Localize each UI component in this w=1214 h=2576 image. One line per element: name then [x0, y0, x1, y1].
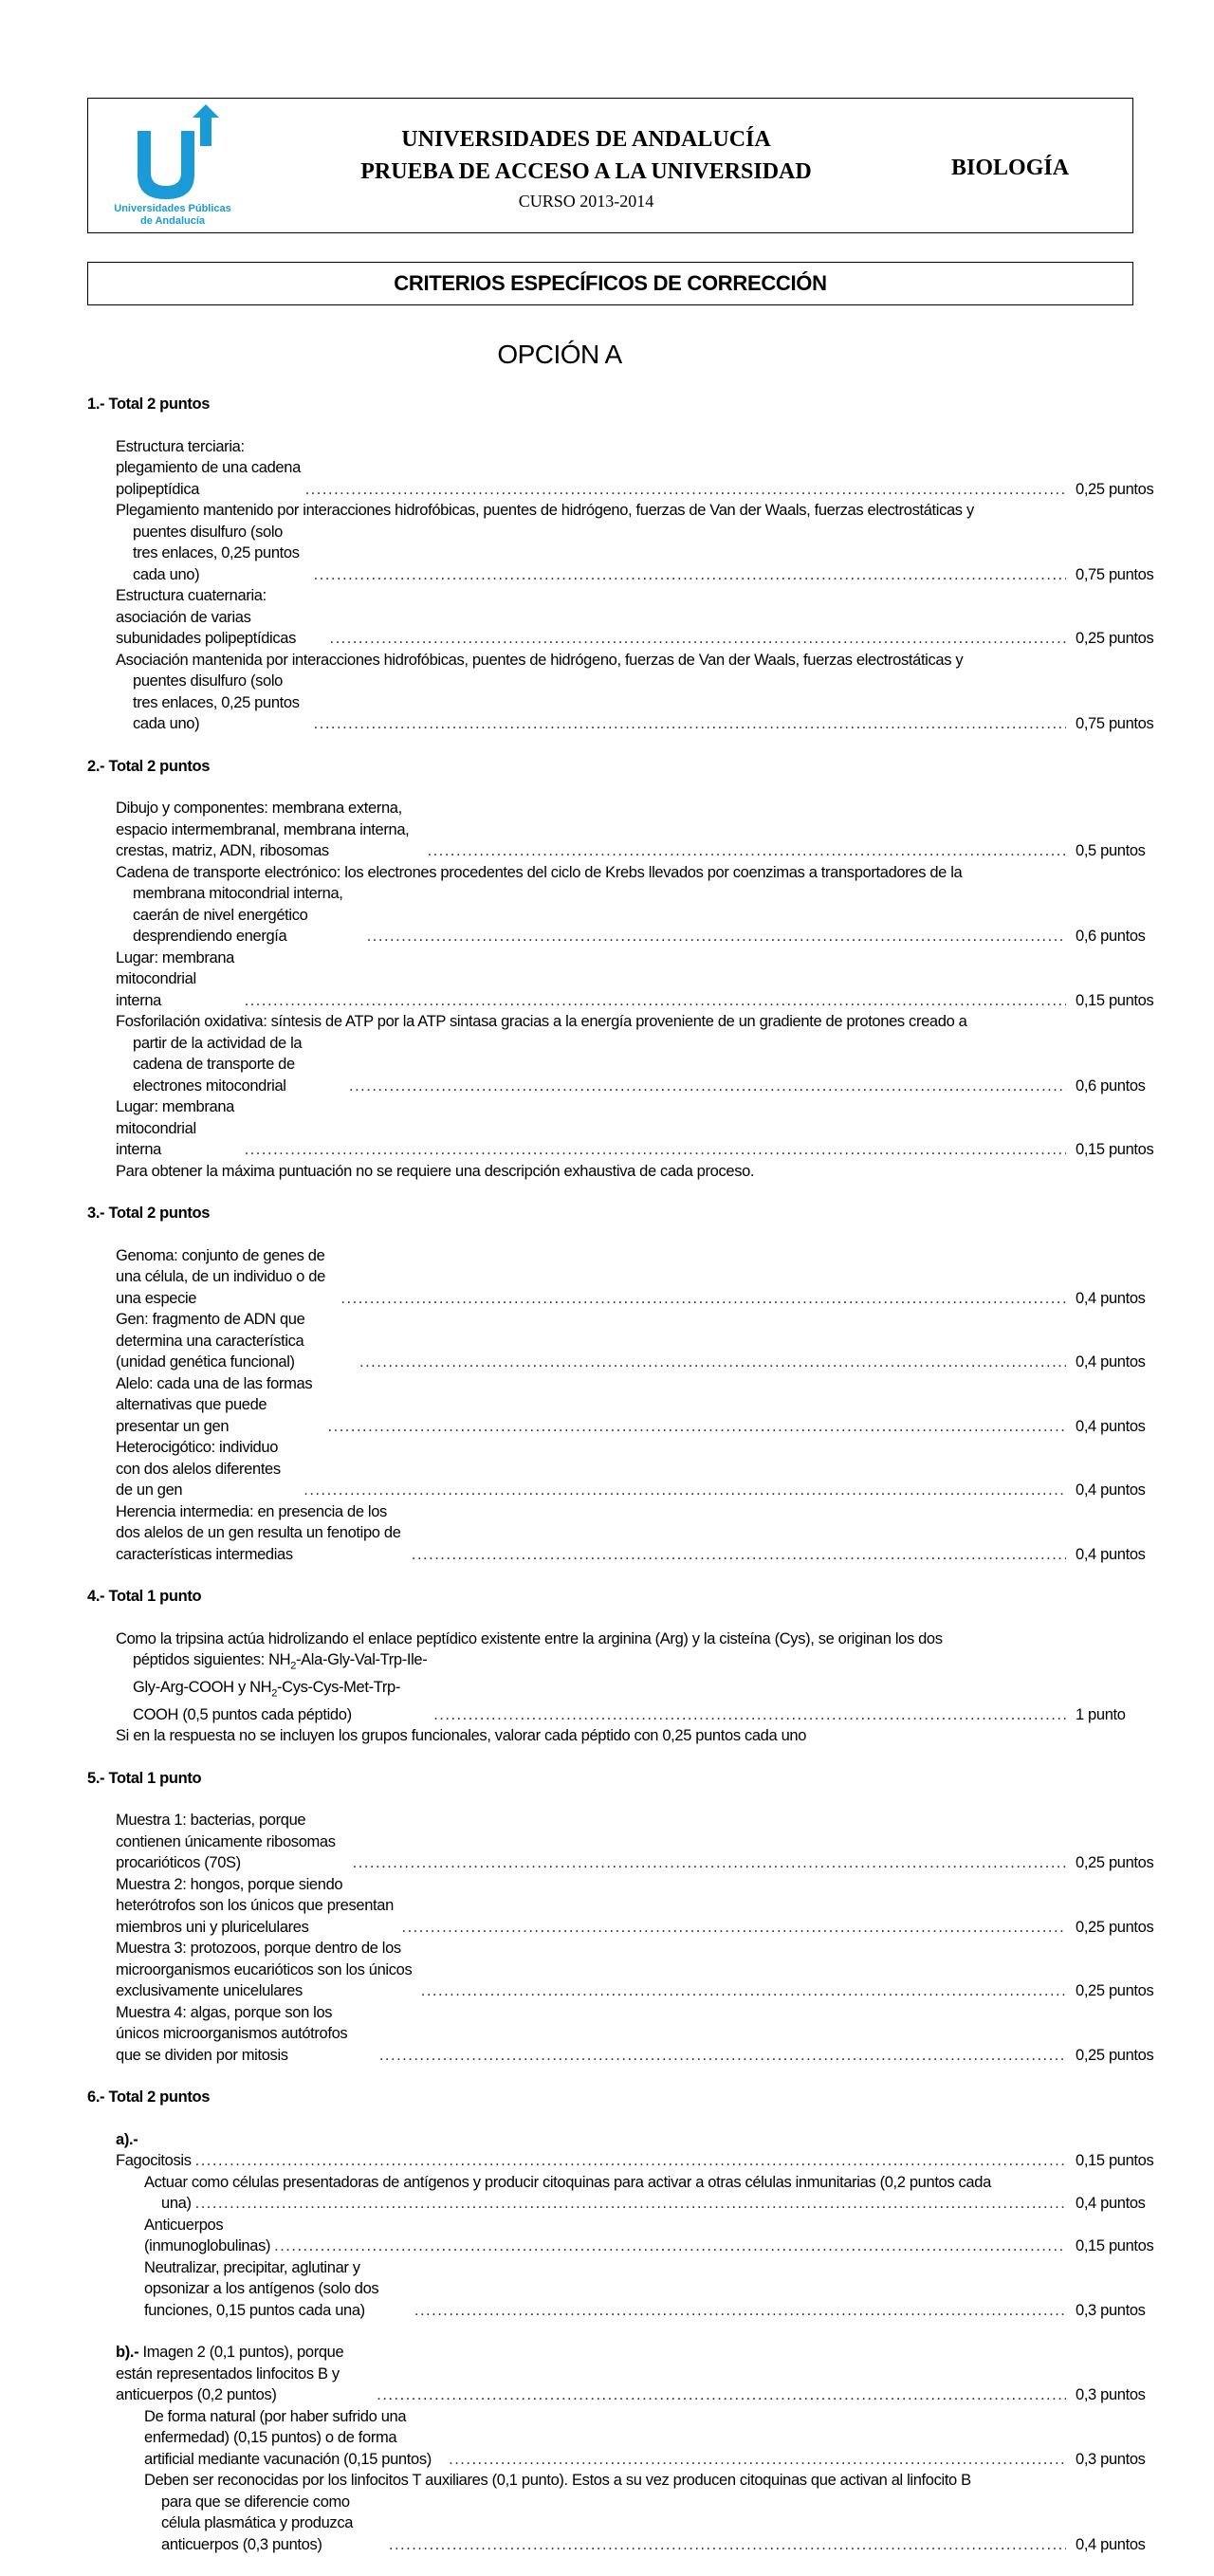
item-points: 0,6 puntos [1076, 928, 1146, 945]
item-points: 0,15 puntos [1076, 1141, 1154, 1158]
item-text: Imagen 2 (0,1 puntos), porque están representados linfocitos B y anticuerpos (0,2 puntos) [116, 2344, 344, 2404]
list-item [116, 1245, 1159, 1310]
item-points: 1 punto [1076, 1705, 1126, 1723]
item-text: Genoma: conjunto de genes de una célula, de un individuo o de una especie [116, 1246, 325, 1307]
item-points: 0,25 puntos [1076, 2046, 1154, 2064]
section-1-title: 1.- Total 2 puntos [87, 396, 211, 413]
section-3-title: 3.- Total 2 puntos [87, 1205, 211, 1222]
item-points: 0,75 puntos [1076, 715, 1154, 732]
item-text [133, 1649, 430, 1725]
section-5-items [116, 1810, 1159, 2066]
section-1-items [116, 436, 1159, 735]
dot-leader [379, 2045, 1066, 2067]
item-text: Herencia intermedia: en presencia de los dos alelos de un gen resulta un fenotipo de características intermedias [116, 1502, 401, 1563]
dot-leader [367, 926, 1066, 948]
dot-leader [401, 1917, 1066, 1939]
item-points: 0,4 puntos [1076, 1353, 1146, 1371]
dot-leader [314, 713, 1066, 735]
part-b-label: b).- [116, 2344, 139, 2362]
list-item [116, 2342, 1159, 2406]
option-title: OPCIÓN A [497, 340, 622, 369]
item-text: Plegamiento mantenido por interacciones hidrofóbicas, puentes de hidrógeno, fuerzas de Van der Waals, fuerzas electrostáticas y [116, 502, 974, 519]
dot-leader [245, 990, 1066, 1012]
item-points: 0,25 puntos [1076, 1982, 1154, 2000]
item-text: Lugar: membrana mitocondrial interna [116, 948, 234, 1009]
item-text: Cadena de transporte electrónico: los electrones procedentes del ciclo de Krebs llevados por coenzimas a transportadores de la [116, 863, 963, 881]
item-text: puentes disulfuro (solo tres enlaces, 0,25 puntos cada uno) [133, 672, 300, 732]
item-text: Muestra 3: protozoos, porque dentro de los microorganismos eucarióticos son los únicos exclusivamente unicelulares [116, 1940, 413, 2000]
item-text: Gen: fragmento de ADN que determina una característica (unidad genética funcional) [116, 1311, 305, 1371]
section-6-items [116, 2129, 1159, 2556]
item-points: 0,6 puntos [1076, 1076, 1146, 1095]
item-text: Anticuerpos (inmunoglobulinas) [144, 2216, 271, 2255]
item-text [116, 2129, 192, 2172]
peptide-1-body: -Ala-Gly-Val-Trp-Ile-Gly-Arg-COOH y NH [133, 1651, 428, 1696]
list-item [116, 522, 1159, 586]
item-text: Actuar como células presentadoras de antígenos y producir citoquinas para activar a otras células inmunitarias (0,2 puntos cada [144, 2173, 991, 2191]
item-text: Dibujo y componentes: membrana externa, espacio intermembranal, membrana interna, crestas, matriz, ADN, ribosomas [116, 800, 410, 859]
item-text: Muestra 2: hongos, porque siendo heterótrofos son los únicos que presentan miembros uni y pluricelulares [116, 1875, 394, 1936]
item-text: Heterocigótico: individuo con dos alelos diferentes de un gen [116, 1439, 281, 1499]
dot-leader [305, 479, 1066, 501]
item-points: 0,4 puntos [1076, 2535, 1146, 2553]
list-item [116, 1309, 1159, 1373]
dot-leader [328, 1416, 1066, 1438]
logo-caption-line2: de Andalucía [139, 215, 206, 227]
spacer [116, 2321, 1159, 2342]
dot-leader [329, 628, 1066, 650]
dot-leader [274, 2236, 1066, 2257]
item-text: Lugar: membrana mitocondrial interna [116, 1098, 234, 1158]
peptide-1-prefix: péptidos siguientes: NH [133, 1651, 291, 1668]
item-points: 0,3 puntos [1076, 2386, 1146, 2404]
list-item [116, 671, 1159, 735]
item-points: 0,3 puntos [1076, 2301, 1146, 2319]
item-points: 0,25 puntos [1076, 1918, 1154, 1936]
dot-leader [428, 840, 1066, 862]
section-note: Para obtener la máxima puntuación no se requiere una descripción exhaustiva de cada proceso. [116, 1162, 755, 1180]
section-5-title: 5.- Total 1 punto [87, 1769, 202, 1787]
section-2-items [116, 798, 1159, 1182]
item-points: 0,4 puntos [1076, 2195, 1146, 2213]
item-text [116, 2342, 373, 2406]
item-text: Neutralizar, precipitar, aglutinar y opsonizar a los antígenos (solo dos funciones, 0,15 puntos cada una) [144, 2258, 379, 2319]
criteria-title: CRITERIOS ESPECÍFICOS DE CORRECCIÓN [87, 262, 1133, 305]
item-points: 0,3 puntos [1076, 2450, 1146, 2468]
list-item [116, 883, 1159, 948]
document-body [87, 394, 1159, 2576]
item-points: 0,4 puntos [1076, 1289, 1146, 1307]
subscript: 2 [271, 1687, 277, 1700]
item-text: Como la tripsina actúa hidrolizando el enlace peptídico existente entre la arginina (Arg) y la cisteína (Cys), se originan los dos [116, 1629, 943, 1647]
item-text: Muestra 4: algas, porque son los únicos microorganismos autótrofos que se dividen por mitosis [116, 2003, 348, 2064]
part-a-subitems [144, 2172, 1159, 2322]
dot-leader [353, 1852, 1066, 1874]
university-logo [101, 104, 244, 230]
part-a-label: a).- [116, 2130, 138, 2148]
item-text: Deben ser reconocidas por los linfocitos T auxiliares (0,1 punto). Estos a su vez producen citoquinas que activan al linfocito B [144, 2472, 971, 2490]
item-text: una) [161, 2195, 192, 2213]
list-item [116, 585, 1159, 650]
item-text: para que se diferencie como célula plasmática y produzca anticuerpos (0,3 puntos) [161, 2493, 354, 2553]
dot-leader [412, 1544, 1066, 1566]
list-item [116, 1033, 1159, 1097]
item-text: Alelo: cada una de las formas alternativas que puede presentar un gen [116, 1374, 313, 1435]
list-item [116, 1810, 1159, 1874]
list-item [116, 948, 1159, 1012]
item-text: Asociación mantenida por interacciones hidrofóbicas, puentes de hidrógeno, fuerzas de Van der Waals, fuerzas electrostáticas y [116, 651, 964, 669]
dot-leader [349, 1076, 1066, 1097]
section-4-items [116, 1628, 1159, 1747]
dot-leader [314, 564, 1066, 586]
item-text: partir de la actividad de la cadena de transporte de electrones mitocondrial [133, 1034, 303, 1095]
item-text: Fosforilación oxidativa: síntesis de ATP por la ATP sintasa gracias a la energía proveniente de un gradiente de protones creado a [116, 1013, 967, 1030]
header-titles [297, 123, 875, 214]
item-text: puentes disulfuro (solo tres enlaces, 0,25 puntos cada uno) [133, 523, 300, 583]
section-note: Si en la respuesta no se incluyen los grupos funcionales, valorar cada péptido con 0,25 puntos cada uno [116, 1727, 807, 1745]
item-points: 0,25 puntos [1076, 630, 1154, 647]
dot-leader [195, 2150, 1066, 2172]
item-text: Muestra 1: bacterias, porque contienen únicamente ribosomas procarióticos (70S) [116, 1812, 336, 1872]
list-item [116, 1437, 1159, 1501]
list-item [116, 2002, 1159, 2067]
item-text: Fagocitosis [116, 2152, 192, 2170]
item-points: 0,25 puntos [1076, 1854, 1154, 1872]
dot-leader [377, 2384, 1066, 2406]
list-item [116, 798, 1159, 862]
list-item [116, 436, 1159, 501]
item-points: 0,4 puntos [1076, 1545, 1146, 1563]
list-item [116, 1096, 1159, 1161]
dot-leader [359, 1352, 1066, 1373]
header-course: CURSO 2013-2014 [518, 192, 654, 211]
dot-leader [414, 2300, 1066, 2322]
item-points: 0,15 puntos [1076, 2152, 1154, 2170]
item-text: De forma natural (por haber sufrido una enfermedad) (0,15 puntos) o de forma artificial mediante vacunación (0,15 puntos) [144, 2407, 432, 2468]
header-box [87, 98, 1133, 233]
item-text: membrana mitocondrial interna, caerán de nivel energético desprendiendo energía [133, 885, 343, 945]
list-item [116, 1373, 1159, 1438]
list-item [144, 2492, 1159, 2556]
dot-leader [195, 2193, 1066, 2215]
list-item [116, 1874, 1159, 1939]
item-points: 0,4 puntos [1076, 1481, 1146, 1499]
dot-leader [421, 1980, 1066, 2002]
list-item [144, 2257, 1159, 2322]
list-item [116, 1649, 1159, 1725]
header-exam: PRUEBA DE ACCESO A LA UNIVERSIDAD [360, 159, 812, 184]
u-logo-icon [101, 104, 244, 203]
list-item [116, 2129, 1159, 2172]
header-subject: BIOLOGÍA [951, 156, 1070, 180]
header-university: UNIVERSIDADES DE ANDALUCÍA [401, 127, 771, 152]
dot-leader [389, 2534, 1066, 2556]
dot-leader [449, 2449, 1066, 2471]
logo-caption-line1: Universidades Públicas [114, 203, 231, 214]
section-2-title: 2.- Total 2 puntos [87, 757, 211, 775]
section-6-title: 6.- Total 2 puntos [87, 2088, 211, 2107]
list-item [116, 1938, 1159, 2002]
list-item [116, 1501, 1159, 1566]
peptide-2-body: -Cys-Cys-Met-Trp-COOH (0,5 puntos cada péptido) [133, 1678, 400, 1723]
item-text: Estructura terciaria: plegamiento de una cadena polipeptídica [116, 437, 301, 498]
item-points: 0,4 puntos [1076, 1417, 1146, 1435]
subscript: 2 [290, 1660, 296, 1672]
item-points: 0,25 puntos [1076, 480, 1154, 498]
item-points: 0,15 puntos [1076, 991, 1154, 1009]
section-3-items [116, 1245, 1159, 1566]
item-points: 0,75 puntos [1076, 565, 1154, 583]
part-b-subitems [144, 2406, 1159, 2556]
item-points: 0,15 puntos [1076, 2237, 1154, 2255]
list-item [144, 2215, 1159, 2257]
item-text: Estructura cuaternaria: asociación de varias subunidades polipeptídicas [116, 587, 296, 647]
dot-leader [245, 1139, 1066, 1161]
section-4-title: 4.- Total 1 punto [87, 1588, 202, 1605]
dot-leader [304, 1480, 1066, 1501]
item-points: 0,5 puntos [1076, 842, 1146, 859]
dot-leader [340, 1288, 1066, 1310]
logo-caption [101, 203, 244, 228]
list-item [144, 2406, 1159, 2471]
list-item [144, 2193, 1159, 2215]
dot-leader [433, 1704, 1066, 1726]
